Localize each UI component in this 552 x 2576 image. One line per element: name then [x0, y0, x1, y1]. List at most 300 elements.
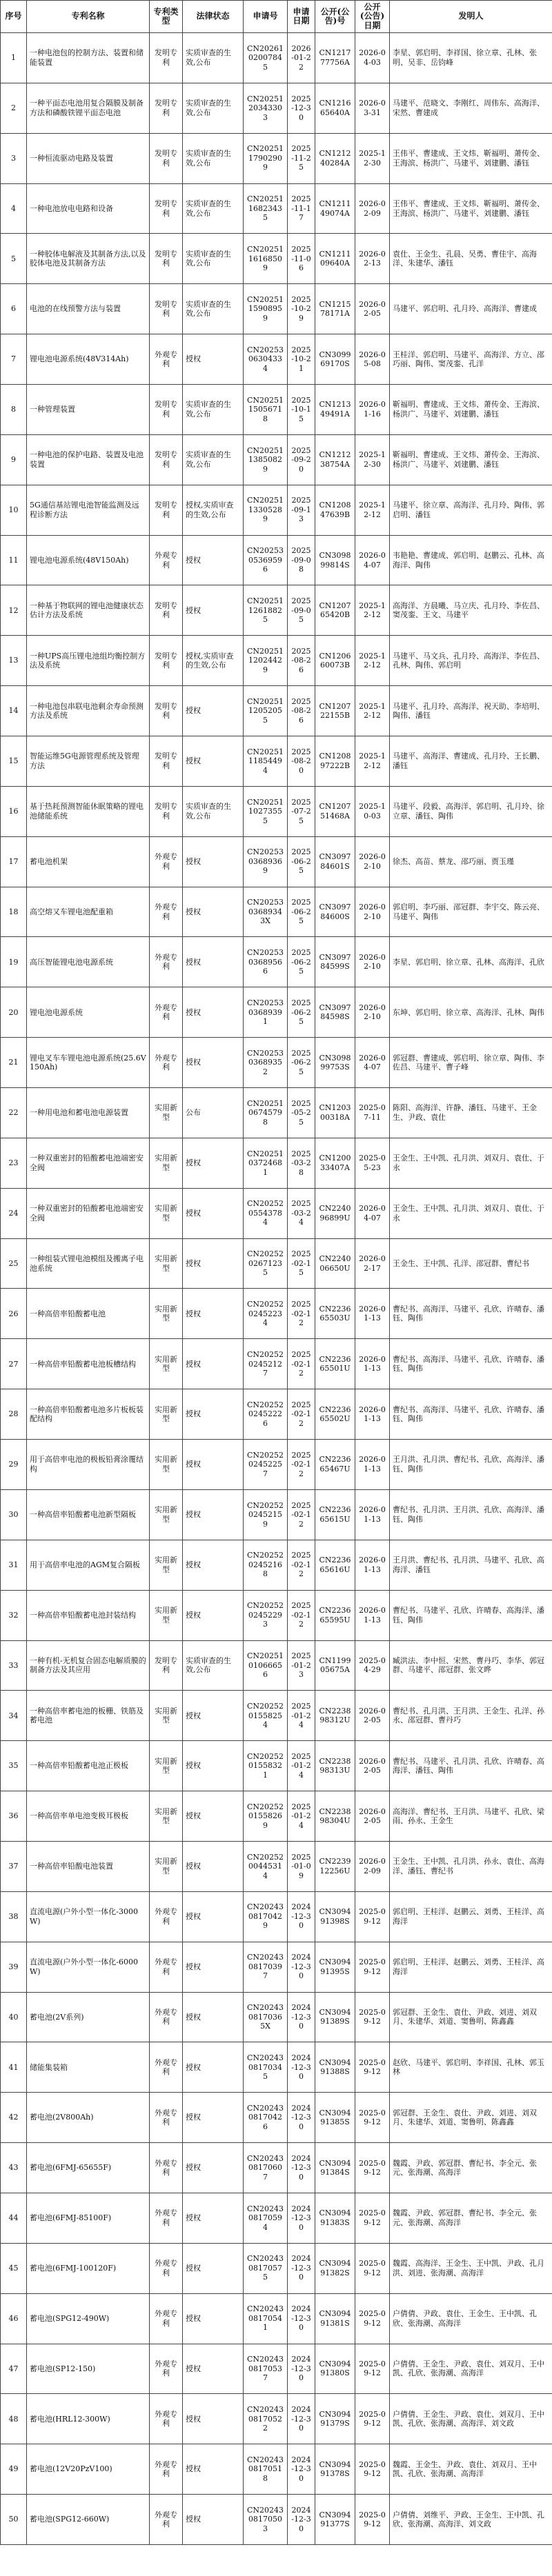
cell-app-date: 2024-12-30 — [288, 2495, 315, 2545]
cell-app-date: 2024-12-30 — [288, 2143, 315, 2193]
cell-name: 蓄电池(SPG12-660W) — [27, 2495, 150, 2545]
cell-name: 储能集装箱 — [27, 2042, 150, 2093]
cell-status: 授权 — [183, 2193, 244, 2243]
cell-pub-no: CN309899814S — [315, 535, 355, 585]
cell-pub-no: CN120033407A — [315, 1138, 355, 1188]
cell-name: 一种高倍率铅酸蓄电池新型隔板 — [27, 1489, 150, 1540]
cell-type: 外观专利 — [150, 2093, 183, 2143]
cell-pub-no: CN309491379S — [315, 2394, 355, 2444]
cell-seq: 25 — [1, 1238, 27, 1289]
cell-inventors: 马建平、徐立章、高海洋、孔月玲、陶伟、郭启明、潘钰 — [390, 485, 552, 535]
cell-pub-date: 2026-02-05 — [355, 1691, 390, 1741]
cell-name: 蓄电池(12V20PzV100) — [27, 2444, 150, 2495]
cell-app-no: CN2025116823435 — [244, 183, 288, 234]
table-row — [1, 887, 552, 937]
cell-pub-no: CN309491378S — [315, 2444, 355, 2495]
cell-pub-no: CN309491395S — [315, 1942, 355, 1992]
cell-status: 授权 — [183, 1440, 244, 1490]
cell-type: 发明专利 — [150, 284, 183, 334]
cell-inventors: 王桂洋、郭启明、马建平、高海洋、方立、邵巧丽、陶伟、窦茂銮、孔洋 — [390, 334, 552, 385]
cell-app-no: CN2025303689391 — [244, 987, 288, 1038]
cell-app-no: CN2024308170429 — [244, 1891, 288, 1942]
cell-name: 用于高倍率电池的AGM复合隔板 — [27, 1540, 150, 1590]
cell-inventors: 东坤、郭启明、徐立章、高海洋、孔林、陶伟 — [390, 987, 552, 1038]
cell-pub-no: CN121349491A — [315, 385, 355, 435]
cell-inventors: 王月洪、孔月洪、曹纪书、孔欣、高海洋、潘钰、陶伟 — [390, 1440, 552, 1490]
cell-app-date: 2025-02-12 — [288, 1590, 315, 1640]
cell-pub-no: CN309491377S — [315, 2495, 355, 2545]
cell-name: 一种电池包串联电池剩余寿命预测方法及系统 — [27, 686, 150, 736]
cell-name: 高压智能锂电池电源系统 — [27, 937, 150, 987]
cell-pub-date: 2026-01-13 — [355, 1489, 390, 1540]
cell-status: 授权,实质审查的生效,公布 — [183, 636, 244, 686]
cell-status: 授权 — [183, 1891, 244, 1942]
cell-pub-no: CN121240284A — [315, 133, 355, 183]
table-row — [1, 33, 552, 83]
cell-app-no: CN2024308170503 — [244, 2495, 288, 2545]
cell-type: 实用新型 — [150, 1339, 183, 1389]
cell-name: 用于高倍率电池的极板铅膏涂覆结构 — [27, 1440, 150, 1490]
cell-seq: 8 — [1, 385, 27, 435]
cell-app-date: 2025-01-09 — [288, 1841, 315, 1891]
cell-seq: 33 — [1, 1640, 27, 1691]
cell-name: 一种组装式锂电池模组及搬离子电池系统 — [27, 1238, 150, 1289]
cell-name: 直流电源(户外小型一体化-6000W) — [27, 1942, 150, 1992]
cell-pub-date: 2025-09-12 — [355, 2344, 390, 2394]
cell-app-date: 2025-02-12 — [288, 1339, 315, 1389]
cell-inventors: 马建平、高海洋、曹建成、孔月玲、王长鹏、潘钰 — [390, 736, 552, 787]
cell-inventors: 郭冠群、曹建成、郭启明、徐立章、陶伟、李佐昌、马建平、曹子峰 — [390, 1038, 552, 1088]
cell-app-no: CN2024308170594 — [244, 2193, 288, 2243]
cell-type: 发明专利 — [150, 686, 183, 736]
cell-name: 电池的在线预警方法与装置 — [27, 284, 150, 334]
table-row — [1, 736, 552, 787]
cell-type: 外观专利 — [150, 1038, 183, 1088]
cell-type: 发明专利 — [150, 133, 183, 183]
cell-status: 授权 — [183, 1238, 244, 1289]
cell-seq: 22 — [1, 1088, 27, 1138]
cell-pub-no: CN309969170S — [315, 334, 355, 385]
table-row — [1, 83, 552, 133]
cell-inventors: 曹纪书、孔月洪、王月洪、孔欣、高海洋、潘钰、陶伟 — [390, 1489, 552, 1540]
cell-inventors: 郭启明、王桂洋、赵鹏云、刘勇、王桂洋、高海洋 — [390, 1891, 552, 1942]
cell-status: 授权 — [183, 334, 244, 385]
header-status: 法律状态 — [183, 1, 244, 33]
cell-pub-date: 2025-09-12 — [355, 2495, 390, 2545]
table-row — [1, 2093, 552, 2143]
cell-type: 外观专利 — [150, 987, 183, 1038]
cell-seq: 45 — [1, 2243, 27, 2293]
cell-name: 蓄电池(HRL12-300W) — [27, 2394, 150, 2444]
cell-name: 一种高倍率铅酸蓄电池正极板 — [27, 1741, 150, 1791]
cell-seq: 28 — [1, 1389, 27, 1440]
cell-app-no: CN2025112052055 — [244, 686, 288, 736]
cell-app-no: CN2024308170575 — [244, 2243, 288, 2293]
cell-pub-date: 2026-05-08 — [355, 334, 390, 385]
cell-seq: 43 — [1, 2143, 27, 2193]
cell-name: 一种管理装置 — [27, 385, 150, 435]
cell-app-no: CN2024308170541 — [244, 2293, 288, 2344]
cell-type: 实用新型 — [150, 1540, 183, 1590]
cell-app-no: CN2025202452293 — [244, 1590, 288, 1640]
cell-app-no: CN2025202452257 — [244, 1440, 288, 1490]
table-row — [1, 434, 552, 485]
cell-inventors: 王月洪、曹纪书、孔月洪、马建平、孔欣、高海洋、潘钰 — [390, 1540, 552, 1590]
cell-app-no: CN2025113850829 — [244, 434, 288, 485]
cell-app-date: 2025-06-25 — [288, 836, 315, 887]
cell-name: 蓄电池(6FMJ-65655F) — [27, 2143, 150, 2193]
cell-status: 授权 — [183, 1389, 244, 1440]
cell-seq: 18 — [1, 887, 27, 937]
cell-pub-no: CN309491398S — [315, 1891, 355, 1942]
cell-inventors: 马建平、范晓文、李刚红、周伟东、高海洋、宋然、曹建成 — [390, 83, 552, 133]
cell-app-date: 2025-08-20 — [288, 736, 315, 787]
cell-status: 授权 — [183, 1188, 244, 1238]
cell-inventors: 郭启明、王桂洋、赵鹏云、刘勇、王桂洋、高海洋 — [390, 1942, 552, 1992]
cell-status: 实质审查的生效,公布 — [183, 385, 244, 435]
cell-app-date: 2025-06-25 — [288, 937, 315, 987]
cell-seq: 47 — [1, 2344, 27, 2394]
cell-status: 授权 — [183, 2042, 244, 2093]
cell-name: 锂电池电源系统(48V150Ah) — [27, 535, 150, 585]
cell-pub-date: 2025-09-12 — [355, 2042, 390, 2093]
cell-type: 外观专利 — [150, 2193, 183, 2243]
cell-pub-date: 2025-09-12 — [355, 2143, 390, 2193]
table-row — [1, 1891, 552, 1942]
cell-status: 授权 — [183, 2293, 244, 2344]
cell-seq: 11 — [1, 535, 27, 585]
cell-inventors: 曹纪书、孔月洪、王月洪、王金生、孔洋、孙永、邵冠群、曹丹巧 — [390, 1691, 552, 1741]
cell-name: 高空熔又车锂电池配重箱 — [27, 887, 150, 937]
table-row — [1, 485, 552, 535]
cell-app-date: 2024-12-30 — [288, 2293, 315, 2344]
cell-name: 5G通信基站锂电池智能监测及远程诊断方法 — [27, 485, 150, 535]
cell-pub-no: CN224006650U — [315, 1238, 355, 1289]
cell-pub-date: 2025-05-23 — [355, 1138, 390, 1188]
cell-pub-date: 2025-12-12 — [355, 686, 390, 736]
cell-app-no: CN2025306304334 — [244, 334, 288, 385]
cell-name: 一种高倍率铅酸蓄电池封装结构 — [27, 1590, 150, 1640]
cell-pub-date: 2026-04-07 — [355, 1188, 390, 1238]
cell-inventors: 曹纪书、高海洋、马建平、孔欣、许晴春、潘钰、陶伟 — [390, 1339, 552, 1389]
cell-pub-date: 2025-12-12 — [355, 585, 390, 636]
cell-pub-no: CN120751468A — [315, 786, 355, 836]
cell-pub-no: CN121109640A — [315, 234, 355, 284]
cell-seq: 41 — [1, 2042, 27, 2093]
cell-inventors: 王金生、王中凯、孔月洪、孙永、袁仕、高海洋、潘钰、曹纪书 — [390, 1841, 552, 1891]
cell-name: 一种UPS高压锂电池组均衡控制方法及系统 — [27, 636, 150, 686]
cell-app-date: 2025-02-15 — [288, 1238, 315, 1289]
cell-inventors: 王金生、王中凯、孔洋、邵冠群、曹纪书 — [390, 1238, 552, 1289]
table-row — [1, 1942, 552, 1992]
table-row — [1, 2344, 552, 2394]
cell-seq: 26 — [1, 1289, 27, 1339]
cell-pub-no: CN309784600S — [315, 887, 355, 937]
cell-app-date: 2025-09-13 — [288, 485, 315, 535]
cell-type: 实用新型 — [150, 1440, 183, 1490]
cell-inventors: 曹纪书、马建平、孔欣、许晴春、高海洋、潘钰、陶伟 — [390, 1590, 552, 1640]
cell-pub-date: 2026-02-05 — [355, 284, 390, 334]
cell-app-no: CN2025111854494 — [244, 736, 288, 787]
cell-app-no: CN2025202452168 — [244, 1540, 288, 1590]
cell-type: 外观专利 — [150, 836, 183, 887]
cell-name: 锂电池电源系统(48V314Ah) — [27, 334, 150, 385]
cell-status: 授权 — [183, 1339, 244, 1389]
cell-type: 外观专利 — [150, 535, 183, 585]
table-row — [1, 1138, 552, 1188]
cell-seq: 3 — [1, 133, 27, 183]
cell-name: 蓄电池(2V800Ah) — [27, 2093, 150, 2143]
table-row — [1, 535, 552, 585]
cell-pub-no: CN223665616U — [315, 1540, 355, 1590]
table-row — [1, 2042, 552, 2093]
cell-app-date: 2025-02-12 — [288, 1389, 315, 1440]
cell-status: 授权 — [183, 585, 244, 636]
cell-inventors: 马建平、马文兵、孔月玲、高海洋、李佐昌、孔林、陶伟、郭启明 — [390, 636, 552, 686]
cell-name: 一种高倍率铅酸蓄电池板槽结构 — [27, 1339, 150, 1389]
cell-status: 授权 — [183, 736, 244, 787]
cell-inventors: 臧洪法、李中恒、宋然、曹丹巧、李华、郭冠群、马建平、邵冠群、张文晔 — [390, 1640, 552, 1691]
cell-type: 发明专利 — [150, 33, 183, 83]
cell-app-no: CN2025200445314 — [244, 1841, 288, 1891]
cell-seq: 24 — [1, 1188, 27, 1238]
cell-status: 实质审查的生效,公布 — [183, 786, 244, 836]
cell-seq: 13 — [1, 636, 27, 686]
cell-type: 外观专利 — [150, 2143, 183, 2193]
cell-app-no: CN2024308170537 — [244, 2344, 288, 2394]
cell-inventors: 曹纪书、高海洋、马建平、孔欣、许晴春、潘钰、陶伟 — [390, 1289, 552, 1339]
cell-app-no: CN2025117902909 — [244, 133, 288, 183]
cell-pub-no: CN309784599S — [315, 937, 355, 987]
cell-app-no: CN2025201558321 — [244, 1741, 288, 1791]
cell-app-no: CN2025116168509 — [244, 234, 288, 284]
cell-name: 一种有机-无机复合固态电解质膜的制备方法及其应用 — [27, 1640, 150, 1691]
cell-seq: 27 — [1, 1339, 27, 1389]
cell-type: 发明专利 — [150, 1640, 183, 1691]
cell-status: 授权 — [183, 1691, 244, 1741]
cell-status: 实质审查的生效,公布 — [183, 33, 244, 83]
cell-pub-no: CN309491382S — [315, 2243, 355, 2293]
cell-app-no: CN2025110273555 — [244, 786, 288, 836]
cell-pub-no: CN309491388S — [315, 2042, 355, 2093]
cell-pub-date: 2026-02-09 — [355, 1841, 390, 1891]
cell-app-date: 2025-01-24 — [288, 1741, 315, 1791]
table-row — [1, 284, 552, 334]
cell-type: 实用新型 — [150, 1389, 183, 1440]
cell-type: 外观专利 — [150, 2444, 183, 2495]
cell-inventors: 王金生、王中凯、孔月洪、刘双月、袁仕、于永 — [390, 1188, 552, 1238]
cell-seq: 10 — [1, 485, 27, 535]
cell-type: 外观专利 — [150, 1942, 183, 1992]
cell-app-date: 2025-10-15 — [288, 385, 315, 435]
cell-inventors: 马建平、郭启明、孔月玲、高海洋、曹建成 — [390, 284, 552, 334]
cell-pub-no: CN309491380S — [315, 2344, 355, 2394]
cell-app-no: CN2025205543784 — [244, 1188, 288, 1238]
cell-app-no: CN2025202452127 — [244, 1339, 288, 1389]
cell-type: 外观专利 — [150, 334, 183, 385]
cell-type: 发明专利 — [150, 786, 183, 836]
table-row — [1, 1741, 552, 1791]
cell-status: 授权 — [183, 1289, 244, 1339]
cell-app-no: CN2025202452234 — [244, 1289, 288, 1339]
cell-app-date: 2025-03-28 — [288, 1138, 315, 1188]
cell-status: 授权 — [183, 1942, 244, 1992]
cell-pub-no: CN119905675A — [315, 1640, 355, 1691]
table-row — [1, 1038, 552, 1088]
cell-pub-date: 2025-09-12 — [355, 2193, 390, 2243]
table-row — [1, 2394, 552, 2444]
cell-name: 一种平面态电池用复合隔膜及制备方法和磷酸铁锂平面态电池 — [27, 83, 150, 133]
cell-pub-date: 2025-09-12 — [355, 2293, 390, 2344]
cell-inventors: 曹纪书、马建平、孔月洪、孔欣、许晴春、高海洋、潘钰、陶伟 — [390, 1741, 552, 1791]
cell-app-no: CN2025106745798 — [244, 1088, 288, 1138]
cell-app-no: CN2024308170518 — [244, 2444, 288, 2495]
header-type: 专利类型 — [150, 1, 183, 33]
table-row — [1, 1489, 552, 1540]
cell-status: 授权 — [183, 2495, 244, 2545]
cell-app-no: CN2025202452159 — [244, 1489, 288, 1540]
cell-pub-date: 2026-02-05 — [355, 1741, 390, 1791]
table-row — [1, 1640, 552, 1691]
cell-pub-date: 2026-02-17 — [355, 1238, 390, 1289]
table-row — [1, 786, 552, 836]
cell-seq: 12 — [1, 585, 27, 636]
cell-app-no: CN2025115056718 — [244, 385, 288, 435]
cell-status: 授权 — [183, 1489, 244, 1540]
cell-app-no: CN2025101066656 — [244, 1640, 288, 1691]
cell-pub-date: 2026-01-16 — [355, 385, 390, 435]
cell-seq: 7 — [1, 334, 27, 385]
cell-app-date: 2025-05-25 — [288, 1088, 315, 1138]
cell-app-date: 2025-10-29 — [288, 284, 315, 334]
cell-pub-date: 2025-12-30 — [355, 133, 390, 183]
cell-type: 外观专利 — [150, 2042, 183, 2093]
table-row — [1, 1791, 552, 1842]
cell-pub-date: 2025-04-29 — [355, 1640, 390, 1691]
cell-inventors: 魏霞、尹政、郭冠群、曹纪书、李全元、张元、张海潮、高海洋 — [390, 2143, 552, 2193]
cell-status: 授权 — [183, 836, 244, 887]
table-row — [1, 183, 552, 234]
cell-name: 一种电池包的控制方法、装置和储能装置 — [27, 33, 150, 83]
cell-pub-no: CN309491389S — [315, 1992, 355, 2042]
cell-app-date: 2024-12-30 — [288, 2243, 315, 2293]
cell-type: 外观专利 — [150, 1891, 183, 1942]
cell-app-date: 2025-02-12 — [288, 1289, 315, 1339]
cell-inventors: 李星、郭启明、徐立章、孔林、高海洋、孔欣 — [390, 937, 552, 987]
table-row — [1, 1238, 552, 1289]
cell-app-no: CN2024308170397 — [244, 1942, 288, 1992]
cell-app-no: CN2024308170607 — [244, 2143, 288, 2193]
cell-type: 实用新型 — [150, 1238, 183, 1289]
cell-app-no: CN2024308170522 — [244, 2394, 288, 2444]
cell-seq: 40 — [1, 1992, 27, 2042]
cell-pub-no: CN223898312U — [315, 1691, 355, 1741]
cell-inventors: 魏霞、尹政、郭冠群、曹纪书、李全元、张元、张海潮、高海洋 — [390, 2193, 552, 2243]
cell-seq: 16 — [1, 786, 27, 836]
cell-pub-no: CN121149074A — [315, 183, 355, 234]
cell-app-date: 2025-09-08 — [288, 535, 315, 585]
cell-pub-no: CN223665595U — [315, 1590, 355, 1640]
cell-pub-no: CN223898313U — [315, 1741, 355, 1791]
header-inventors: 发明人 — [390, 1, 552, 33]
cell-inventors: 曹纪书、高海洋、马建平、孔欣、许晴春、潘钰、陶伟 — [390, 1389, 552, 1440]
table-row — [1, 1389, 552, 1440]
cell-inventors: 陈阳、高海洋、许静、潘钰、马建平、王金生、尹政、袁仕 — [390, 1088, 552, 1138]
cell-pub-date: 2025-12-12 — [355, 636, 390, 686]
cell-seq: 35 — [1, 1741, 27, 1791]
cell-app-no: CN2025303689566 — [244, 937, 288, 987]
header-app-no: 申请号 — [244, 1, 288, 33]
cell-app-no: CN2025112618825 — [244, 585, 288, 636]
table-row — [1, 1188, 552, 1238]
cell-app-no: CN2025112024429 — [244, 636, 288, 686]
cell-app-no: CN2025115908959 — [244, 284, 288, 334]
cell-inventors: 赵欣、马建平、郭启明、李祥国、孔林、郭玉林 — [390, 2042, 552, 2093]
cell-seq: 21 — [1, 1038, 27, 1088]
cell-inventors: 马建平、段毅、高海洋、郭启明、孔月玲、徐立章、潘钰、陶伟 — [390, 786, 552, 836]
cell-seq: 32 — [1, 1590, 27, 1640]
cell-app-date: 2025-01-24 — [288, 1691, 315, 1741]
cell-type: 实用新型 — [150, 1691, 183, 1741]
cell-pub-date: 2026-01-13 — [355, 1289, 390, 1339]
cell-seq: 29 — [1, 1440, 27, 1490]
header-seq: 序号 — [1, 1, 27, 33]
table-row — [1, 2444, 552, 2495]
cell-inventors: 户倩倩、王金生、尹政、袁仕、刘双月、王中凯、孔欣、张海潮、高海洋、刘文政 — [390, 2394, 552, 2444]
cell-pub-no: CN223665615U — [315, 1489, 355, 1540]
cell-type: 发明专利 — [150, 83, 183, 133]
cell-name: 锂电叉车车锂电池电源系统(25.6V150Ah) — [27, 1038, 150, 1088]
cell-pub-date: 2025-12-12 — [355, 485, 390, 535]
table-row — [1, 334, 552, 385]
cell-name: 一种高倍率铅酸蓄电池 — [27, 1289, 150, 1339]
cell-pub-no: CN223665501U — [315, 1339, 355, 1389]
cell-app-date: 2025-07-25 — [288, 786, 315, 836]
cell-name: 蓄电池机架 — [27, 836, 150, 887]
table-row — [1, 1841, 552, 1891]
cell-app-no: CN2025103724681 — [244, 1138, 288, 1188]
table-row — [1, 686, 552, 736]
cell-seq: 31 — [1, 1540, 27, 1590]
cell-name: 蓄电池(SP12-150) — [27, 2344, 150, 2394]
cell-app-date: 2024-12-30 — [288, 2394, 315, 2444]
cell-app-date: 2024-12-30 — [288, 2444, 315, 2495]
cell-name: 锂电池电源系统 — [27, 987, 150, 1038]
cell-app-no: CN2025201558254 — [244, 1691, 288, 1741]
table-row — [1, 234, 552, 284]
cell-pub-date: 2026-01-13 — [355, 1389, 390, 1440]
cell-app-date: 2025-06-25 — [288, 987, 315, 1038]
cell-app-no: CN2024308170345 — [244, 2042, 288, 2093]
header-pub-date: 公开(公告)日期 — [355, 1, 390, 33]
cell-pub-no: CN120897222B — [315, 736, 355, 787]
cell-pub-date: 2025-12-30 — [355, 434, 390, 485]
cell-seq: 4 — [1, 183, 27, 234]
cell-inventors: 户倩倩、王金生、尹政、袁仕、刘双月、王中凯、孔欣、张海潮、高海洋 — [390, 2344, 552, 2394]
cell-status: 授权 — [183, 2243, 244, 2293]
cell-pub-no: CN120847639B — [315, 485, 355, 535]
cell-app-no: CN2024308170365X — [244, 1992, 288, 2042]
cell-seq: 23 — [1, 1138, 27, 1188]
table-row — [1, 2193, 552, 2243]
cell-inventors: 马建平、孔月玲、高海洋、祝天助、李培明、陶伟、潘钰 — [390, 686, 552, 736]
cell-seq: 50 — [1, 2495, 27, 2545]
cell-type: 实用新型 — [150, 1188, 183, 1238]
table-row — [1, 1540, 552, 1590]
header-app-date: 申请日期 — [288, 1, 315, 33]
cell-seq: 20 — [1, 987, 27, 1038]
cell-name: 一种用电池和蓄电池电源装置 — [27, 1088, 150, 1138]
